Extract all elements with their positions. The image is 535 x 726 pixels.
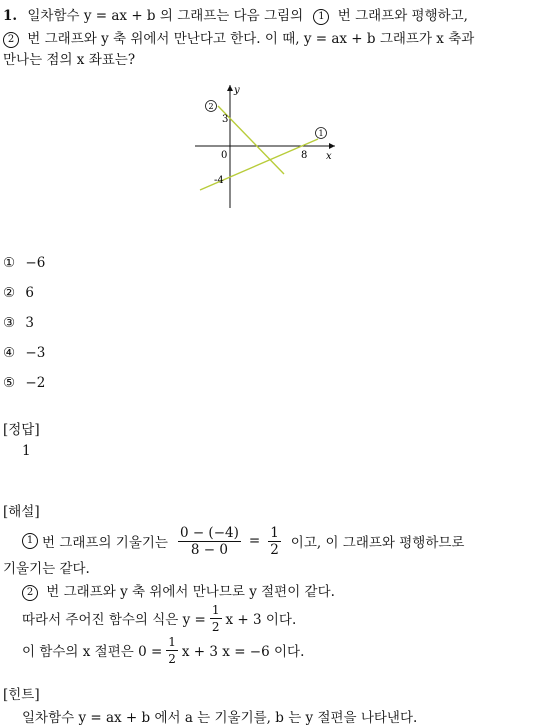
explanation-line-3 bbox=[22, 580, 335, 601]
choice-2[interactable] bbox=[3, 285, 34, 301]
line-2-marker-label: 2 bbox=[208, 102, 214, 111]
explanation-text-4b: x + 3 이다. bbox=[225, 612, 297, 628]
choice-5[interactable] bbox=[3, 375, 45, 391]
choice-2-text: 6 bbox=[25, 285, 34, 301]
y-axis-label: y bbox=[234, 85, 240, 96]
explanation-text-5b: x + 3 x = −6 이다. bbox=[181, 644, 305, 660]
explanation-marker-2: 2 bbox=[22, 585, 38, 601]
hint-heading: [힌트] bbox=[3, 687, 40, 703]
choice-3[interactable] bbox=[3, 315, 34, 331]
question-line-3: 만나는 점의 x 좌표는? bbox=[3, 52, 136, 68]
x-axis-label: x bbox=[326, 151, 332, 162]
half-denominator-2: 2 bbox=[168, 651, 176, 666]
half-fraction-1 bbox=[210, 602, 222, 635]
explanation-line-2: 기울기는 같다. bbox=[3, 561, 90, 577]
origin-label: 0 bbox=[221, 150, 228, 161]
y-tick-neg4: -4 bbox=[214, 175, 224, 186]
explanation-line-1 bbox=[22, 521, 464, 561]
slope-denominator: 8 − 0 bbox=[190, 541, 228, 558]
question-number: 1. bbox=[3, 8, 18, 24]
question-line-1 bbox=[3, 4, 468, 25]
choice-5-marker: ⑤ bbox=[3, 375, 16, 391]
choice-3-marker: ③ bbox=[3, 315, 16, 331]
answer-heading: [정답] bbox=[3, 422, 40, 438]
question-text-2: 번 그래프와 y 축 위에서 만난다고 한다. 이 때, y = ax + b 그래프가 x 축과 bbox=[27, 31, 475, 47]
question-text-1-tail: 번 그래프와 평행하고, bbox=[337, 8, 468, 24]
question-line-2 bbox=[3, 27, 474, 48]
choice-1-marker: ① bbox=[3, 255, 16, 271]
choice-5-text: −2 bbox=[25, 375, 46, 391]
explanation-text-1a: 번 그래프의 기울기는 bbox=[42, 535, 168, 551]
line-1-marker-label: 1 bbox=[318, 129, 324, 138]
choice-1[interactable] bbox=[3, 255, 45, 271]
explanation-text-4a: 따라서 주어진 함수의 식은 y = bbox=[22, 612, 206, 628]
choice-4-text: −3 bbox=[25, 345, 46, 361]
explanation-line-5 bbox=[22, 632, 304, 668]
y-axis-arrow bbox=[227, 85, 233, 91]
x-tick-8: 8 bbox=[301, 150, 308, 161]
x-axis-arrow bbox=[329, 143, 335, 149]
explanation-heading: [해설] bbox=[3, 504, 40, 520]
equals-sign: = bbox=[248, 533, 261, 549]
explanation-text-1b: 이고, 이 그래프와 평행하므로 bbox=[290, 535, 465, 551]
hint-text: 일차함수 y = ax + b 에서 a 는 기울기를, b 는 y 절편을 나타낸다. bbox=[22, 710, 418, 726]
choice-1-text: −6 bbox=[25, 255, 46, 271]
half-denominator-1: 2 bbox=[211, 619, 220, 634]
explanation-text-3: 번 그래프와 y 축 위에서 만나므로 y 절편이 같다. bbox=[46, 584, 335, 600]
answer-value: 1 bbox=[22, 443, 31, 459]
marker-circle-1: 1 bbox=[313, 9, 329, 25]
explanation-line-4 bbox=[22, 600, 296, 636]
slope-fraction bbox=[178, 525, 241, 558]
marker-circle-2: 2 bbox=[3, 32, 19, 48]
half-numerator-2: 1 bbox=[168, 634, 176, 649]
slope-numerator: 0 − (−4) bbox=[179, 524, 239, 541]
explanation-marker-1: 1 bbox=[22, 533, 38, 549]
choice-4-marker: ④ bbox=[3, 345, 16, 361]
y-tick-3: 3 bbox=[222, 114, 229, 125]
slope-result-fraction bbox=[268, 525, 281, 558]
question-text-1: 일차함수 y = ax + b 의 그래프는 다음 그림의 bbox=[27, 8, 304, 24]
coordinate-graph bbox=[190, 82, 340, 212]
half-numerator-1: 1 bbox=[211, 602, 220, 617]
explanation-text-5a: 이 함수의 x 절편은 0 = bbox=[22, 644, 163, 660]
slope-result-numerator: 1 bbox=[270, 524, 279, 541]
choice-4[interactable] bbox=[3, 345, 45, 361]
slope-result-denominator: 2 bbox=[270, 541, 279, 558]
choice-3-text: 3 bbox=[25, 315, 34, 331]
choice-2-marker: ② bbox=[3, 285, 16, 301]
half-fraction-2 bbox=[166, 634, 178, 667]
